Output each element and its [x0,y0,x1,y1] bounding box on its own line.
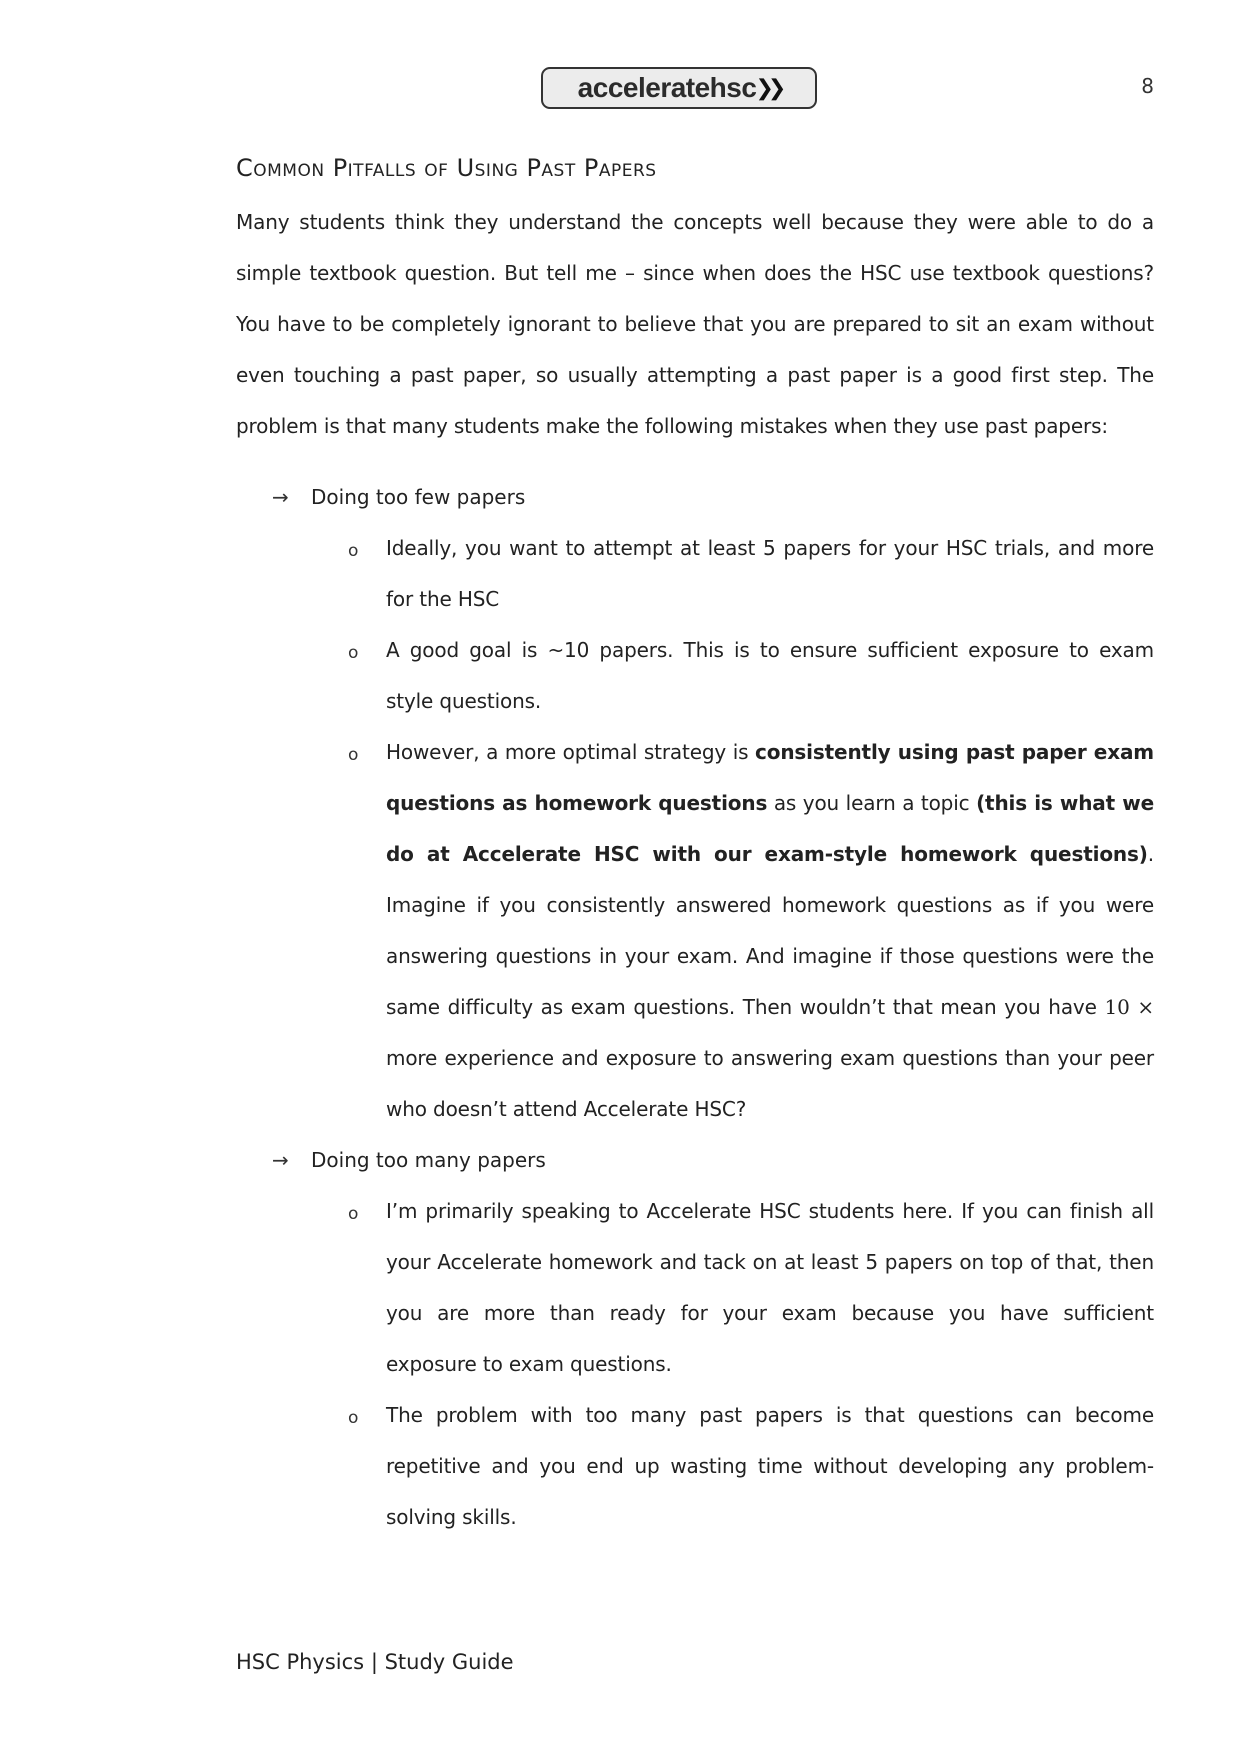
sub-point-text: The problem with too many past papers is that questions can become repetitive and you end up wasting time without developing any problem-solving skills. [386,1403,1154,1529]
pitfall-item [236,1135,1154,1543]
page-footer [236,1650,514,1674]
sub-point [311,727,1154,1135]
pitfall-label: Doing too many papers [311,1148,546,1172]
pitfall-list [236,472,1154,1543]
pitfall-label: Doing too few papers [311,485,526,509]
bullet-icon: o [348,1408,359,1428]
sub-point [311,1186,1154,1390]
sub-point [311,1390,1154,1543]
footer-guide: Study Guide [384,1650,514,1674]
bold-text-run: consistently using past paper exam questions as homework questions [386,740,1154,815]
footer-separator: | [370,1650,378,1674]
text-run: . Imagine if you consistently answered homework questions as if you were answering questions in your exam. And imagine if those questions were the same difficulty as exam questions. Then wouldn’t that mean you have [386,842,1154,1019]
pitfall-item [236,472,1154,1135]
sub-point-text [386,727,1154,1135]
arrow-right-icon: → [272,1148,289,1172]
sub-point [311,625,1154,727]
arrow-right-icon: → [272,485,289,509]
sub-point-list [311,523,1154,1135]
bullet-icon: o [348,1204,359,1224]
text-run: as you learn a topic [767,791,977,815]
sub-point-text: I’m primarily speaking to Accelerate HSC students here. If you can finish all your Accelerate homework and tack on at least 5 papers on top of that, then you are more than ready for your exam because you have sufficient exposure to exam questions. [386,1199,1154,1376]
footer-subject: HSC Physics [236,1650,365,1674]
sub-point-text: Ideally, you want to attempt at least 5 papers for your HSC trials, and more for the HSC [386,536,1154,611]
bullet-icon: o [348,745,359,765]
sub-point-text: A good goal is ~10 papers. This is to ensure sufficient exposure to exam style questions. [386,638,1154,713]
section-title: Common Pitfalls of Using Past Papers [236,154,657,182]
sub-point-list [311,1186,1154,1543]
bold-text-run: (this is what we do at Accelerate HSC with our exam-style homework questions) [386,791,1154,866]
text-run: more experience and exposure to answering exam questions than your peer who doesn’t attend Accelerate HSC? [386,1046,1154,1121]
main-content [236,152,1154,1543]
logo-text: acceleratehsc [577,72,757,103]
page-number: 8 [1141,74,1154,98]
intro-paragraph: Many students think they understand the concepts well because they were able to do a simple textbook question. But tell me – since when does the HSC use textbook questions? You have to be completely ignorant to believe that you are prepared to sit an exam without even touching a past paper, so usually attempting a past paper is a good first step. The problem is that many students make the following mistakes when they use past papers: [236,210,1154,438]
bullet-icon: o [348,541,359,561]
math-expression: 10 × [1104,995,1154,1019]
sub-point [311,523,1154,625]
chevron-right-icon: ❯❯ [755,75,781,101]
bullet-icon: o [348,643,359,663]
text-run: However, a more optimal strategy is [386,740,756,764]
brand-logo [541,67,817,109]
